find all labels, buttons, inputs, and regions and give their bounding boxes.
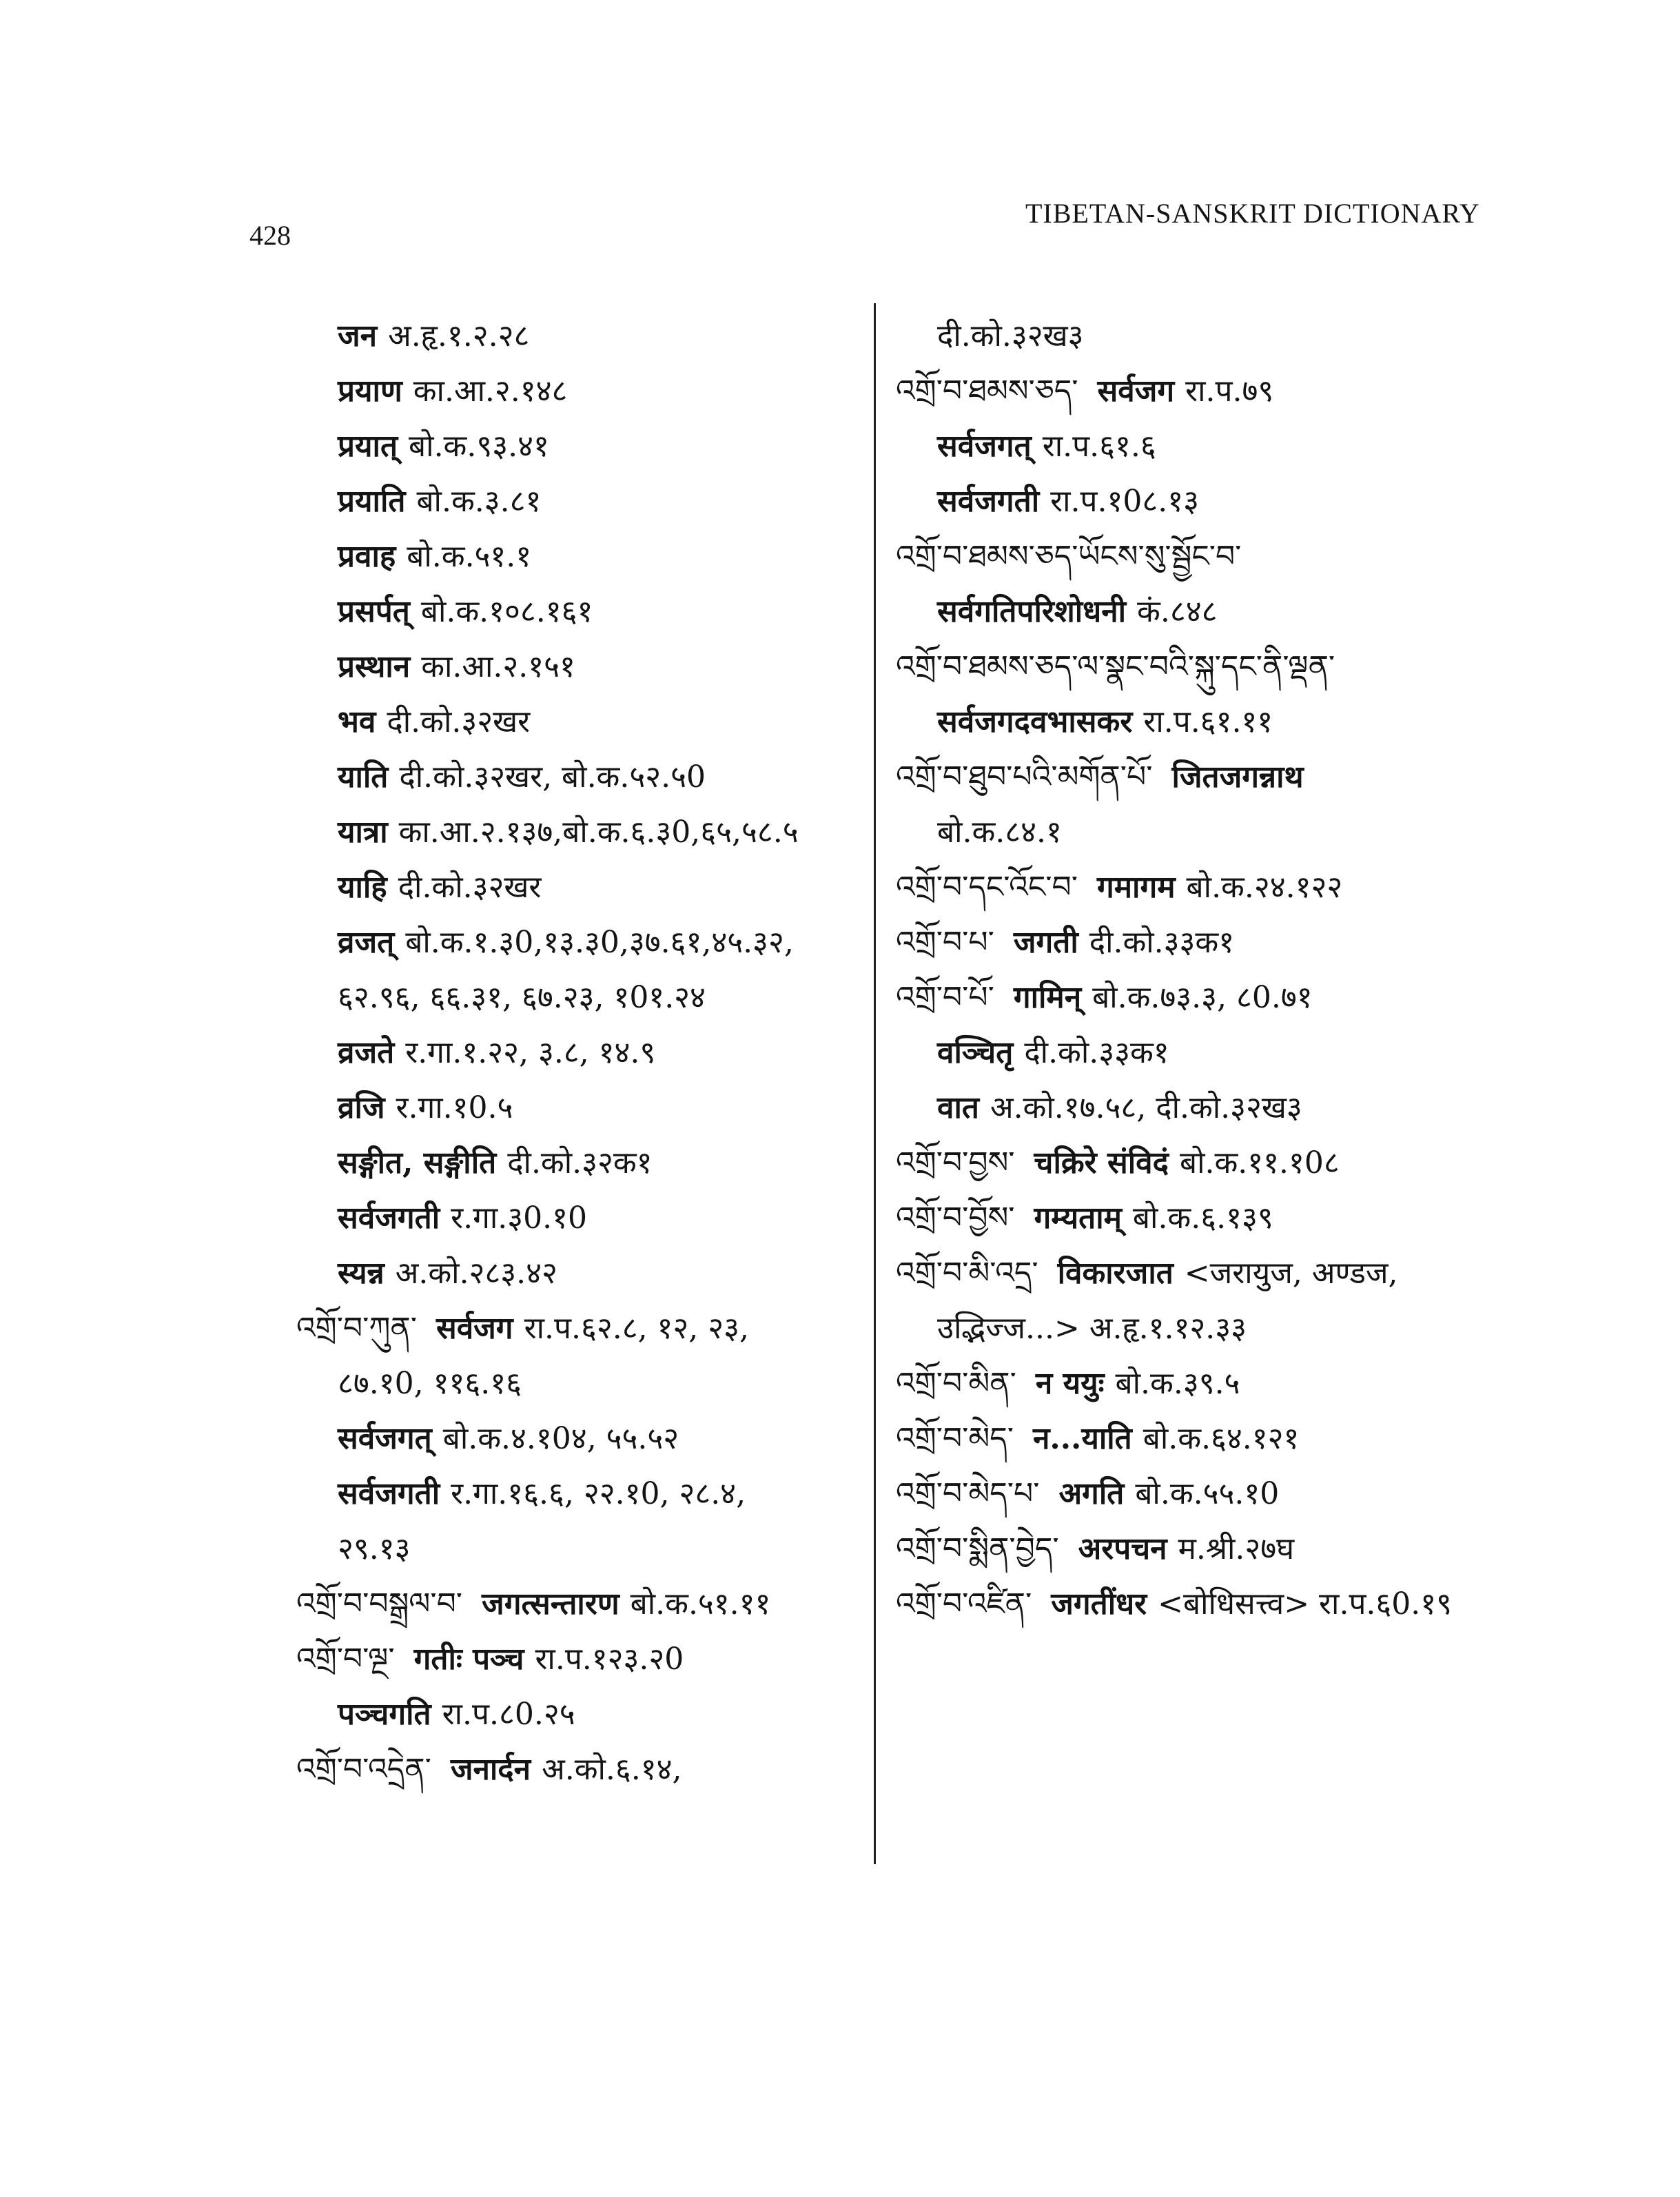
sanskrit-term: अरपचन (1078, 1531, 1167, 1566)
source-reference: बो.क.९३.४१ (409, 429, 549, 464)
sanskrit-term: सर्वजगती (338, 1200, 440, 1236)
sanskrit-equivalent (296, 860, 903, 915)
source-reference: का.आ.२.१५१ (421, 649, 575, 684)
sanskrit-term: सर्वजग (1097, 374, 1175, 409)
source-reference: रा.प.६१.११ (1143, 704, 1273, 739)
dictionary-entry (896, 1136, 1557, 1191)
continuation-line (896, 309, 1557, 364)
tibetan-headword: འགྲོ་བ་པ་ (896, 925, 994, 960)
sanskrit-term: व्रजते (338, 1035, 395, 1070)
sanskrit-equivalent (296, 1687, 903, 1742)
sanskrit-equivalent (296, 915, 903, 970)
source-reference: रा.प.६१.६ (1042, 429, 1156, 464)
sanskrit-term: गतीः पञ्च (413, 1642, 524, 1677)
source-reference: रा.प.६२.८, १२, २३, (524, 1311, 750, 1346)
tibetan-headword: འགྲོ་བ་པོ་ (896, 980, 994, 1015)
sanskrit-equivalent (296, 1411, 903, 1467)
source-reference: अ.को.२८३.४२ (395, 1256, 557, 1291)
sanskrit-term: व्रजि (338, 1090, 385, 1125)
sanskrit-term: वात (937, 1090, 979, 1125)
sanskrit-term: वञ्चितृ (937, 1035, 1014, 1070)
continuation-line (296, 1522, 903, 1577)
sanskrit-term: याहि (338, 870, 387, 905)
source-reference: दी.को.३२ख३ (937, 318, 1084, 354)
sanskrit-term: प्रवाह (338, 539, 396, 574)
dictionary-entry (896, 1246, 1557, 1301)
source-reference: दी.को.३२खर, बो.क.५२.५0 (399, 759, 706, 795)
continuation-line (296, 1356, 903, 1411)
sanskrit-term: स्यन्न (338, 1256, 385, 1291)
tibetan-headword: འགྲོ་བ་དང་འོང་བ་ (896, 870, 1078, 905)
sanskrit-term: प्रयाण (338, 374, 402, 409)
sanskrit-equivalent (296, 1191, 903, 1246)
source-reference: २९.१३ (338, 1531, 411, 1566)
source-reference: र.गा.१0.५ (396, 1090, 513, 1125)
sanskrit-equivalent (896, 584, 1557, 640)
sanskrit-equivalent (296, 750, 903, 805)
source-reference: ६२.९६, ६६.३१, ६७.२३, १0१.२४ (338, 980, 706, 1015)
sanskrit-term: जनार्दन (450, 1752, 531, 1787)
source-reference: अ.हृ.१.२.२८ (388, 318, 530, 354)
sanskrit-term: सर्वगतिपरिशोधनी (937, 594, 1127, 629)
source-reference: अ.को.६.१४, (542, 1752, 682, 1787)
dictionary-entry (296, 1301, 903, 1356)
source-reference: <बोधिसत्त्व> रा.प.६0.१९ (1158, 1586, 1453, 1622)
source-reference: बो.क.६४.१२१ (1143, 1421, 1300, 1456)
sanskrit-equivalent (296, 364, 903, 419)
sanskrit-term: विकारजात (1057, 1256, 1174, 1291)
tibetan-headword: འགྲོ་བ་མེད་ (896, 1421, 1014, 1456)
sanskrit-equivalent (296, 640, 903, 695)
sanskrit-equivalent (296, 529, 903, 584)
source-reference: र.गा.१६.६, २२.१0, २८.४, (451, 1476, 746, 1511)
sanskrit-equivalent (896, 419, 1557, 474)
sanskrit-term: प्रयात् (338, 429, 398, 464)
source-reference: बो.क.११.१0८ (1179, 1145, 1340, 1181)
tibetan-headword: འགྲོ་བ་མིན་ (896, 1366, 1016, 1401)
dictionary-entry (296, 1577, 903, 1632)
sanskrit-term: पञ्चगति (338, 1697, 431, 1732)
tibetan-headword: འགྲོ་བ་བསྒྲལ་བ་ (296, 1586, 463, 1622)
source-reference: दी.को.३२खर (387, 704, 531, 739)
sanskrit-equivalent (296, 695, 903, 750)
source-reference: बो.क.१.३0,१३.३0,३७.६१,४५.३२, (405, 925, 794, 960)
source-reference: ८७.१0, ११६.१६ (338, 1366, 522, 1401)
sanskrit-equivalent (296, 1025, 903, 1081)
sanskrit-term: सर्वजग (436, 1311, 513, 1346)
source-reference: बो.क.८४.१ (937, 815, 1062, 850)
source-reference: बो.क.५५.१0 (1135, 1476, 1280, 1511)
dictionary-entry (896, 529, 1557, 584)
column-divider (874, 303, 876, 1864)
dictionary-entry (296, 1742, 903, 1797)
tibetan-headword: འགྲོ་བ་ཐམས་ཅད་ལ་སྣང་བའི་སྐུ་དང་ནི་ལྡན་ (896, 649, 1335, 684)
tibetan-headword: འགྲོ་བ་ཐུབ་པའི་མགོན་པོ་ (896, 759, 1153, 795)
source-reference: रा.प.१0८.१३ (1050, 484, 1199, 519)
source-reference: र.गा.१.२२, ३.८, १४.९ (405, 1035, 656, 1070)
source-reference: म.श्री.२७घ (1178, 1531, 1295, 1566)
tibetan-headword: འགྲོ་བ་སྨིན་བྱེད་ (896, 1531, 1059, 1566)
sanskrit-term: जन (338, 318, 378, 354)
source-reference: रा.प.१२३.२0 (535, 1642, 684, 1677)
tibetan-headword: འགྲོ་བ་མེད་པ་ (896, 1476, 1040, 1511)
source-reference: अ.को.१७.५८, दी.को.३२ख३ (990, 1090, 1302, 1125)
sanskrit-equivalent (896, 1081, 1557, 1136)
sanskrit-term: चक्रिरे संविदं (1034, 1145, 1169, 1181)
sanskrit-term: सङ्गीत, सङ्गीति (338, 1145, 497, 1181)
tibetan-headword: འགྲོ་བ་འཛིན་ (896, 1586, 1032, 1622)
source-reference: बो.क.२४.१२२ (1186, 870, 1343, 905)
left-column (296, 309, 903, 1797)
dictionary-entry (896, 1467, 1557, 1522)
tibetan-headword: འགྲོ་བ་ཐམས་ཅད་ (896, 374, 1078, 409)
sanskrit-term: न...याति (1032, 1421, 1132, 1456)
tibetan-headword: འགྲོ་བ་ཐམས་ཅད་ཡོངས་སུ་སྦྱོང་བ་ (896, 539, 1242, 574)
source-reference: दी.को.३३क१ (1024, 1035, 1169, 1070)
sanskrit-term: अगति (1058, 1476, 1125, 1511)
source-reference: बो.क.७३.३, ८0.७१ (1092, 980, 1313, 1015)
source-reference: बो.क.६.१३९ (1132, 1200, 1273, 1236)
dictionary-entry (896, 640, 1557, 695)
dictionary-entry (896, 1356, 1557, 1411)
sanskrit-equivalent (296, 1136, 903, 1191)
sanskrit-equivalent (296, 474, 903, 529)
sanskrit-equivalent (296, 1081, 903, 1136)
sanskrit-term: प्रयाति (338, 484, 406, 519)
sanskrit-term: सर्वजगदवभासकर (937, 704, 1133, 739)
dictionary-entry (896, 364, 1557, 419)
sanskrit-equivalent (296, 309, 903, 364)
sanskrit-term: गम्यताम् (1034, 1200, 1122, 1236)
sanskrit-term: न ययुः (1035, 1366, 1105, 1401)
source-reference: उद्भिज्ज...> अ.हृ.१.१२.३३ (937, 1311, 1247, 1346)
source-reference: बो.क.३.८१ (416, 484, 542, 519)
source-reference: दी.को.३२क१ (507, 1145, 653, 1181)
source-reference: <जरायुज, अण्डज, (1184, 1256, 1398, 1291)
source-reference: बो.क.१०८.१६१ (420, 594, 593, 629)
tibetan-headword: འགྲོ་བ་ཀུན་ (296, 1311, 417, 1346)
tibetan-headword: འགྲོ་བ་མི་འདྲ་ (896, 1256, 1038, 1291)
right-column (896, 309, 1557, 1632)
continuation-line (896, 805, 1557, 860)
tibetan-headword: འགྲོ་བ་འདྲེན་ (296, 1752, 431, 1787)
sanskrit-term: जितजगन्नाथ (1171, 759, 1304, 795)
sanskrit-term: भव (338, 704, 376, 739)
source-reference: दी.को.३२खर (398, 870, 542, 905)
dictionary-entry (296, 1632, 903, 1687)
dictionary-entry (896, 1411, 1557, 1467)
sanskrit-term: याति (338, 759, 389, 795)
sanskrit-term: प्रसर्पत् (338, 594, 410, 629)
sanskrit-term: व्रजत् (338, 925, 395, 960)
sanskrit-term: सर्वजगती (338, 1476, 440, 1511)
dictionary-entry (896, 1522, 1557, 1577)
source-reference: बो.क.५१.१ (407, 539, 532, 574)
sanskrit-equivalent (296, 1246, 903, 1301)
dictionary-entry (896, 860, 1557, 915)
source-reference: बो.क.३९.५ (1115, 1366, 1240, 1401)
sanskrit-term: गामिन् (1013, 980, 1082, 1015)
source-reference: रा.प.८0.२५ (442, 1697, 575, 1732)
source-reference: बो.क.५१.११ (630, 1586, 771, 1622)
dictionary-entry (896, 1191, 1557, 1246)
sanskrit-term: सर्वजगती (937, 484, 1040, 519)
running-head: TIBETAN-SANSKRIT DICTIONARY (1025, 198, 1480, 229)
dictionary-entry (896, 750, 1557, 805)
source-reference: दी.को.३३क१ (1089, 925, 1235, 960)
source-reference: का.आ.२.१४८ (413, 374, 568, 409)
dictionary-entry (896, 915, 1557, 970)
source-reference: रा.प.७९ (1185, 374, 1274, 409)
sanskrit-term: सर्वजगत् (338, 1421, 432, 1456)
dictionary-entry (896, 970, 1557, 1025)
continuation-line (296, 970, 903, 1025)
sanskrit-equivalent (896, 1025, 1557, 1081)
sanskrit-term: सर्वजगत् (937, 429, 1032, 464)
tibetan-headword: འགྲོ་བ་བྱོས་ (896, 1200, 1015, 1236)
continuation-line (896, 1301, 1557, 1356)
sanskrit-equivalent (296, 1467, 903, 1522)
sanskrit-equivalent (296, 805, 903, 860)
tibetan-headword: འགྲོ་བ་ལྔ་ (296, 1642, 395, 1677)
sanskrit-equivalent (896, 474, 1557, 529)
source-reference: का.आ.२.१३७,बो.क.६.३0,६५,५८.५ (398, 815, 799, 850)
tibetan-headword: འགྲོ་བ་བྱས་ (896, 1145, 1015, 1181)
sanskrit-equivalent (296, 419, 903, 474)
sanskrit-term: गमागम (1096, 870, 1176, 905)
sanskrit-term: जगतींधर (1051, 1586, 1147, 1622)
source-reference: कं.८४८ (1137, 594, 1218, 629)
sanskrit-term: जगत्सन्तारण (482, 1586, 619, 1622)
page-number: 428 (249, 220, 291, 251)
sanskrit-term: यात्रा (338, 815, 388, 850)
source-reference: र.गा.३0.१0 (451, 1200, 587, 1236)
sanskrit-equivalent (296, 584, 903, 640)
source-reference: बो.क.४.१0४, ५५.५२ (442, 1421, 679, 1456)
sanskrit-term: जगती (1013, 925, 1078, 960)
dictionary-entry (896, 1577, 1557, 1632)
sanskrit-equivalent (896, 695, 1557, 750)
sanskrit-term: प्रस्थान (338, 649, 411, 684)
